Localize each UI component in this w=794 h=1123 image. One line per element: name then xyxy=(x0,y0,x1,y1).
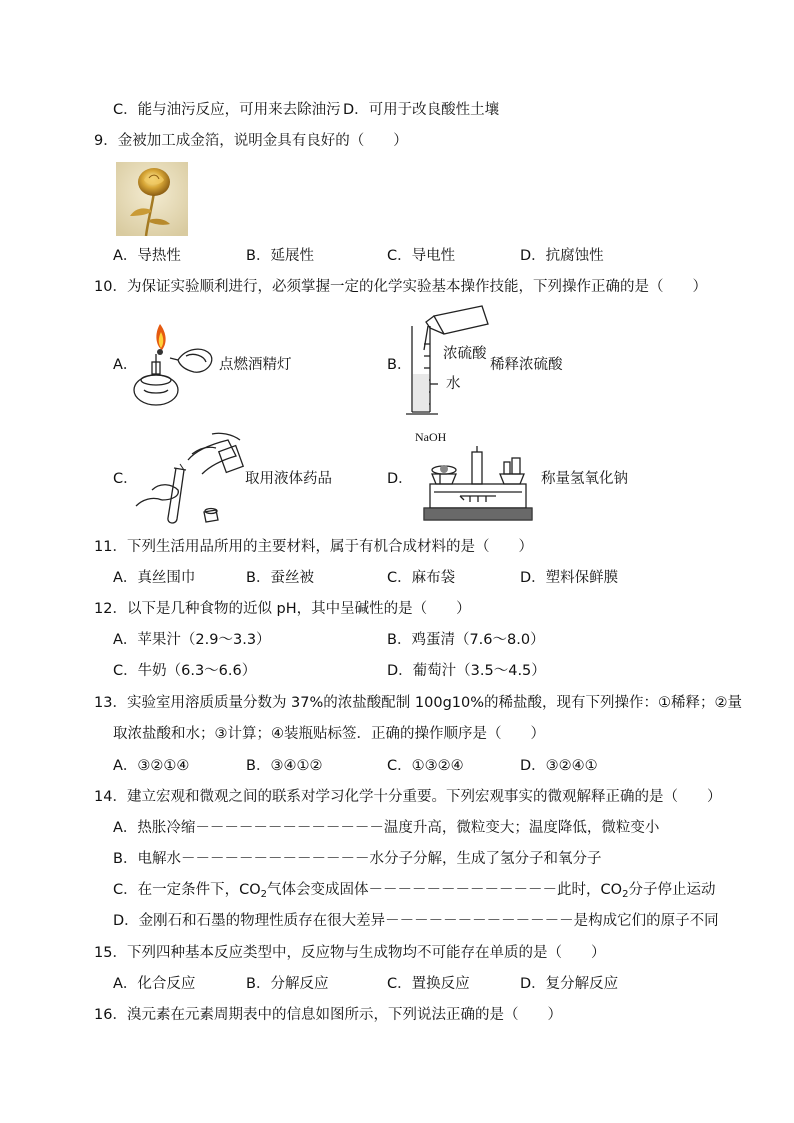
q14-option-c-part1: C．在一定条件下，CO xyxy=(113,882,261,898)
q14-option-d: D．金刚石和石墨的物理性质存在很大差异－－－－－－－－－－－－－是构成它们的原子不同 xyxy=(113,913,719,929)
q13-stem-line2: 取浓盐酸和水；③计算；④装瓶贴标签．正确的操作顺序是（ ） xyxy=(113,726,545,742)
q10-option-d-naoh-label: NaOH xyxy=(415,430,447,444)
q15-option-d: D．复分解反应 xyxy=(520,976,619,992)
q10-option-c-caption: 取用液体药品 xyxy=(245,471,332,487)
q10-option-b-acid-label: 浓硫酸 xyxy=(443,346,487,362)
q14-option-c-part3: 分子停止运动 xyxy=(628,882,716,898)
q10-stem: 10．为保证实验顺利进行，必须掌握一定的化学实验基本操作技能，下列操作正确的是（ ） xyxy=(94,279,707,295)
q14-option-b: B．电解水－－－－－－－－－－－－－水分子分解，生成了氢分子和氧分子 xyxy=(113,851,602,867)
q14-option-c-subscript2: 2 xyxy=(622,889,629,900)
q9-option-c: C．导电性 xyxy=(387,248,456,264)
q9-option-b: B．延展性 xyxy=(246,248,314,264)
q9-option-d: D．抗腐蚀性 xyxy=(520,248,604,264)
q14-option-c-part2: 气体会变成固体－－－－－－－－－－－－－此时，CO xyxy=(267,882,623,898)
q15-option-a: A．化合反应 xyxy=(113,976,196,992)
q13-option-d: D．③②④① xyxy=(520,758,598,774)
q13-option-b: B．③④①② xyxy=(246,758,323,774)
q11-option-a: A．真丝围巾 xyxy=(113,570,196,586)
q15-stem: 15．下列四种基本反应类型中，反应物与生成物均不可能存在单质的是（ ） xyxy=(94,945,606,961)
q12-stem: 12．以下是几种食物的近似 pH，其中呈碱性的是（ ） xyxy=(94,601,471,617)
q10-option-a-caption: 点燃酒精灯 xyxy=(219,357,292,373)
q13-option-c: C．①③②④ xyxy=(387,758,464,774)
q8-option-c: C．能与油污反应，可用来去除油污 xyxy=(113,102,341,118)
q10-option-d-letter: D． xyxy=(387,471,413,487)
q11-option-d: D．塑料保鲜膜 xyxy=(520,570,619,586)
q13-option-a: A．③②①④ xyxy=(113,758,190,774)
q14-option-c xyxy=(113,880,715,905)
q10-option-b-water-label: 水 xyxy=(446,376,461,392)
q16-stem: 16．溴元素在元素周期表中的信息如图所示，下列说法正确的是（ ） xyxy=(94,1007,562,1023)
q14-option-a: A．热胀冷缩－－－－－－－－－－－－－温度升高，微粒变大；温度降低，微粒变小 xyxy=(113,820,660,836)
q10-option-c-letter: C． xyxy=(113,471,138,487)
gold-leaf-rose-image xyxy=(116,162,188,236)
q10-option-a-letter: A． xyxy=(113,357,138,373)
alcohol-lamp-lit-from-another-lamp-icon xyxy=(130,318,220,410)
q9-stem: 9．金被加工成金箔，说明金具有良好的（ ） xyxy=(94,133,408,149)
q12-option-c: C．牛奶（6.3～6.6） xyxy=(113,663,257,679)
q12-option-b: B．鸡蛋清（7.6～8.0） xyxy=(387,632,545,648)
q10-option-d-caption: 称量氢氧化钠 xyxy=(541,471,628,487)
q10-option-b-letter: B． xyxy=(387,357,412,373)
q8-option-d: D．可用于改良酸性土壤 xyxy=(343,102,500,118)
test-tube-pouring-liquid-icon xyxy=(132,430,244,528)
q14-stem: 14．建立宏观和微观之间的联系对学习化学十分重要。下列宏观事实的微观解释正确的是（ ） xyxy=(94,789,722,805)
q13-stem-line1: 13．实验室用溶质质量分数为 37%的浓盐酸配制 100g10%的稀盐酸，现有下列操作：①稀释；②量 xyxy=(94,695,743,711)
q9-option-a: A．导热性 xyxy=(113,248,181,264)
q15-option-c: C．置换反应 xyxy=(387,976,470,992)
q11-option-c: C．麻布袋 xyxy=(387,570,456,586)
q12-option-a: A．苹果汁（2.9～3.3） xyxy=(113,632,271,648)
q15-option-b: B．分解反应 xyxy=(246,976,329,992)
q11-option-b: B．蚕丝被 xyxy=(246,570,314,586)
q11-stem: 11．下列生活用品所用的主要材料，属于有机合成材料的是（ ） xyxy=(94,539,533,555)
balance-scale-weighing-icon xyxy=(420,444,536,524)
q14-option-c-subscript1: 2 xyxy=(260,889,268,900)
q10-option-b-caption: 稀释浓硫酸 xyxy=(490,357,563,373)
q12-option-d: D．葡萄汁（3.5～4.5） xyxy=(387,663,546,679)
